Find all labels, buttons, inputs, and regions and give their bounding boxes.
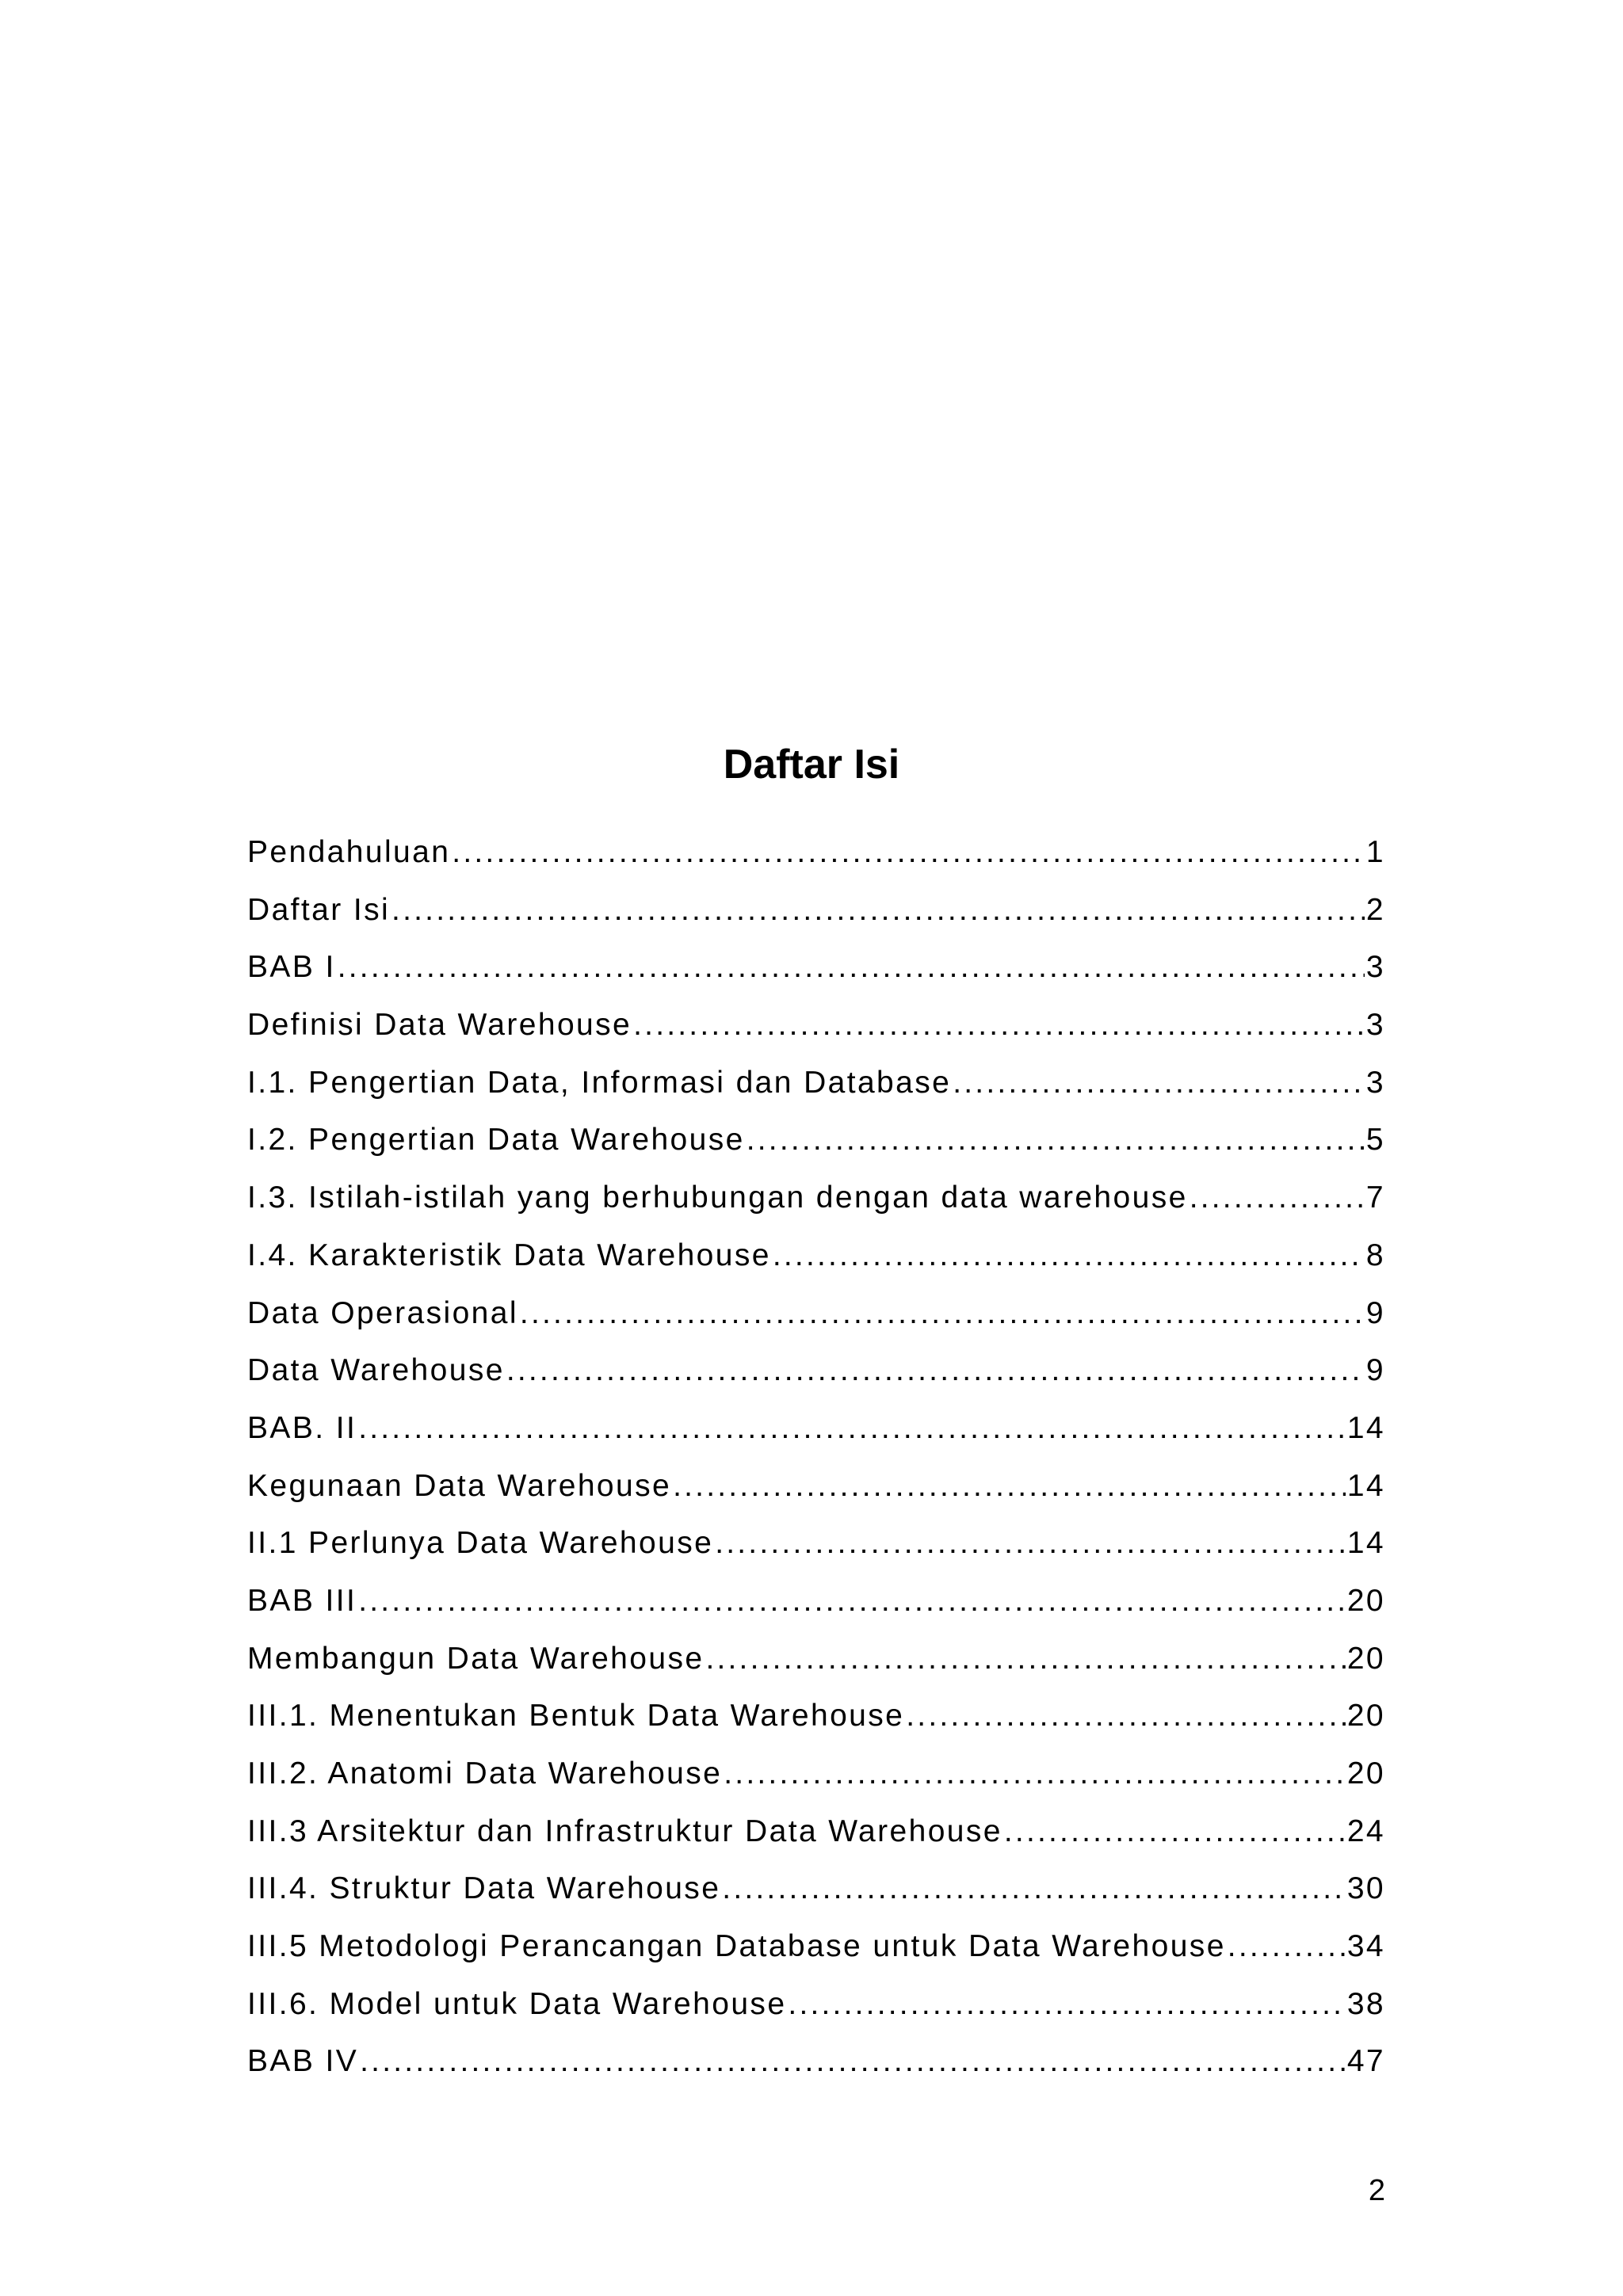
toc-entry: [247, 1411, 1385, 1469]
toc-entry-label: III.2. Anatomi Data Warehouse: [247, 1756, 723, 1791]
toc-entry: [247, 2044, 1385, 2102]
toc-entry-page: 30: [1346, 1871, 1385, 1906]
toc-dot-leader: [773, 1238, 1365, 1273]
toc-entry-label: Definisi Data Warehouse: [247, 1008, 632, 1043]
toc-entry-page: 8: [1365, 1238, 1385, 1272]
toc-entry-page: 3: [1365, 1065, 1385, 1100]
page-title: Daftar Isi: [723, 742, 900, 788]
toc-entry: [247, 1353, 1385, 1411]
toc-entry-page: 14: [1346, 1526, 1385, 1561]
toc-entry-label: BAB. II: [247, 1410, 357, 1445]
toc-dot-leader: [788, 1987, 1345, 2022]
toc-dot-leader: [673, 1469, 1346, 1504]
toc-entry-label: III.4. Struktur Data Warehouse: [247, 1871, 721, 1906]
toc-entry-page: 1: [1365, 835, 1385, 869]
toc-entry-label: III.5 Metodologi Perancangan Database untuk Data Warehouse: [247, 1929, 1226, 1964]
toc-dot-leader: [360, 2044, 1346, 2079]
toc-dot-leader: [1228, 1929, 1346, 1964]
toc-dot-leader: [906, 1699, 1346, 1733]
toc-entry: [247, 835, 1385, 893]
toc-entry: [247, 893, 1385, 951]
toc-dot-leader: [506, 1353, 1365, 1388]
toc-dot-leader: [391, 893, 1365, 928]
toc-entry-page: 14: [1346, 1410, 1385, 1445]
toc-entry-label: I.2. Pengertian Data Warehouse: [247, 1123, 745, 1158]
toc-entry-label: III.1. Menentukan Bentuk Data Warehouse: [247, 1699, 905, 1733]
toc-entry-label: Pendahuluan: [247, 835, 451, 869]
toc-entry-label: BAB I: [247, 950, 336, 985]
toc-entry-page: 9: [1365, 1353, 1385, 1388]
toc-entry: [247, 1238, 1385, 1296]
toc-entry-page: 2: [1365, 892, 1385, 927]
toc-entry-label: Data Warehouse: [247, 1353, 505, 1388]
toc-entry-label: I.1. Pengertian Data, Informasi dan Database: [247, 1065, 952, 1100]
toc-dot-leader: [633, 1008, 1365, 1043]
toc-entry-label: II.1 Perlunya Data Warehouse: [247, 1526, 714, 1561]
toc-entry-label: Membangun Data Warehouse: [247, 1641, 705, 1676]
toc-dot-leader: [1004, 1814, 1346, 1849]
toc-entry: [247, 1296, 1385, 1354]
toc-entry: [247, 1526, 1385, 1584]
toc-entry-page: 24: [1346, 1814, 1385, 1848]
toc-entry-label: III.6. Model untuk Data Warehouse: [247, 1986, 787, 2021]
toc-entry-page: 9: [1365, 1295, 1385, 1330]
toc-entry-page: 3: [1365, 1008, 1385, 1043]
toc-dot-leader: [520, 1296, 1365, 1331]
table-of-contents: [247, 835, 1385, 2102]
toc-entry: [247, 1987, 1385, 2045]
toc-entry-page: 20: [1346, 1583, 1385, 1618]
toc-dot-leader: [338, 950, 1365, 985]
toc-entry: [247, 1699, 1385, 1756]
toc-entry-label: Kegunaan Data Warehouse: [247, 1468, 672, 1503]
toc-entry-page: 20: [1346, 1756, 1385, 1791]
toc-entry: [247, 1066, 1385, 1123]
toc-entry-label: BAB IV: [247, 2044, 359, 2079]
toc-entry-page: 3: [1365, 950, 1385, 985]
toc-dot-leader: [724, 1756, 1346, 1791]
toc-entry: [247, 1584, 1385, 1642]
toc-dot-leader: [358, 1411, 1346, 1446]
toc-entry: [247, 950, 1385, 1008]
toc-entry: [247, 1929, 1385, 1987]
toc-entry-label: Daftar Isi: [247, 892, 391, 927]
toc-entry-label: I.4. Karakteristik Data Warehouse: [247, 1238, 771, 1272]
toc-entry-page: 47: [1346, 2044, 1385, 2079]
toc-entry-label: III.3 Arsitektur dan Infrastruktur Data Warehouse: [247, 1814, 1002, 1848]
toc-entry: [247, 1756, 1385, 1814]
toc-entry-label: Data Operasional: [247, 1295, 518, 1330]
toc-entry-page: 20: [1346, 1699, 1385, 1733]
toc-dot-leader: [747, 1123, 1365, 1158]
toc-dot-leader: [722, 1871, 1346, 1906]
page-number: 2: [1368, 2174, 1385, 2207]
toc-dot-leader: [715, 1526, 1346, 1561]
toc-dot-leader: [705, 1642, 1345, 1676]
toc-entry: [247, 1871, 1385, 1929]
toc-entry: [247, 1814, 1385, 1872]
toc-dot-leader: [452, 835, 1365, 870]
toc-entry-label: BAB III: [247, 1583, 357, 1618]
toc-entry-page: 7: [1365, 1180, 1385, 1215]
toc-entry-page: 38: [1346, 1986, 1385, 2021]
toc-dot-leader: [953, 1066, 1365, 1100]
toc-entry: [247, 1180, 1385, 1238]
toc-entry-page: 20: [1346, 1641, 1385, 1676]
toc-entry: [247, 1469, 1385, 1527]
toc-dot-leader: [1190, 1180, 1365, 1215]
toc-entry: [247, 1123, 1385, 1180]
toc-entry-label: I.3. Istilah-istilah yang berhubungan dengan data warehouse: [247, 1180, 1188, 1215]
toc-entry: [247, 1642, 1385, 1699]
toc-entry-page: 14: [1346, 1468, 1385, 1503]
toc-entry: [247, 1008, 1385, 1066]
toc-entry-page: 34: [1346, 1929, 1385, 1964]
toc-entry-page: 5: [1365, 1123, 1385, 1158]
toc-dot-leader: [358, 1584, 1346, 1619]
